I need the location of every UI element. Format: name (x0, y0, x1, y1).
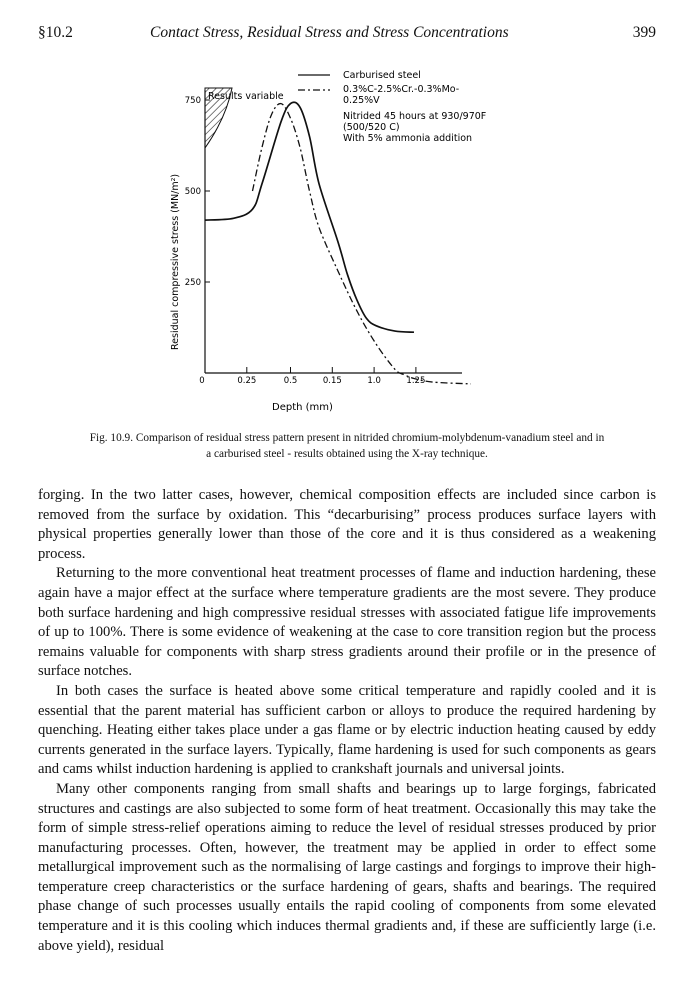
x-axis-label: Depth (mm) (272, 402, 333, 413)
x-tick-label: 0 (199, 376, 205, 386)
section-number: §10.2 (38, 24, 73, 41)
legend-entry: Nitrided 45 hours at 930/970F (343, 111, 487, 122)
y-tick-label: 500 (184, 187, 201, 197)
x-tick-label: 0.25 (237, 376, 257, 386)
caption-line-1: Fig. 10.9. Comparison of residual stress pattern present in nitrided chromium-molybdenum-vanadium steel and in (89, 432, 605, 444)
legend-entry: Carburised steel (343, 70, 421, 81)
legend-entry: 0.3%C-2.5%Cr.-0.3%Mo- (343, 84, 460, 95)
page-number: 399 (632, 24, 656, 41)
x-tick-label: 1.25 (406, 376, 426, 386)
x-tick-label: 0.15 (322, 376, 342, 386)
paragraph-2: Returning to the more conventional heat treatment processes of flame and induction hardening, these again have a major effect at the surface where temperature gradients are the most severe. They produce both surface hardening and high compressive residual stresses with associated fatigue life improvements of up to 100%. There is some evidence of weakening at the case to core transition region but the process remains valuable for components with sharp stress gradients around their profile or in the presence of surface notches. (38, 565, 656, 680)
legend-entry: With 5% ammonia addition (343, 133, 473, 144)
body-text (38, 486, 656, 956)
residual-stress-chart (0, 0, 691, 430)
paragraph-3: In both cases the surface is heated above some critical temperature and rapidly cooled and it is essential that the parent material has sufficient carbon or alloys to produce the required hardening by quenching. Heating either takes place under a gas flame or by electric induction heating caused by eddy currents generated in the surface layers. Typically, flame hardening is used for such components as gears and cams whilst induction hardening is applied to crankshaft journals and universal joints. (38, 682, 656, 778)
y-tick-label: 250 (184, 278, 201, 288)
running-title: Contact Stress, Residual Stress and Stress Concentrations (150, 24, 509, 41)
legend-entry: 0.25%V (343, 95, 380, 106)
legend-entry: (500/520 C) (343, 122, 400, 133)
chart-legend (298, 70, 486, 144)
x-tick-label: 0.5 (283, 376, 298, 386)
figure-caption (38, 431, 656, 462)
caption-line-2: a carburised steel - results obtained using the X-ray technique. (206, 447, 488, 460)
paragraph-4: Many other components ranging from small shafts and bearings up to large forgings, fabricated structures and castings are also subjected to some form of heat treatment. Occasionally this may take the form of simple stress-relief operations aiming to reduce the level of residual stresses produced by prior manufacturing processes. Often, however, the treatment may be applied in order to effect some metallurgical improvement such as the normalising of large castings and forgings to improve their high-temperature creep characteristics or the surface hardening of gears, shafts and bearings. The required phase change of such processes usually entails the rapid cooling of components from some elevated temperature and it is this cooling which induces thermal gradients and, if these are sufficiently large (i.e. above yield), residual (38, 780, 656, 954)
y-axis-label: Residual compressive stress (MN/m²) (170, 173, 181, 350)
y-tick-label: 750 (184, 96, 201, 106)
annotation-results-variable: Results variable (208, 91, 284, 102)
series-line-dashed (253, 104, 472, 384)
x-tick-label: 1.0 (367, 376, 381, 386)
paragraph-1: forging. In the two latter cases, however, chemical composition effects are included since carbon is removed from the surface by oxidation. This “decarburising” process produces surface layers with physical properties generally lower than those of the core and it is thus considered as a weakening process. (38, 487, 656, 562)
